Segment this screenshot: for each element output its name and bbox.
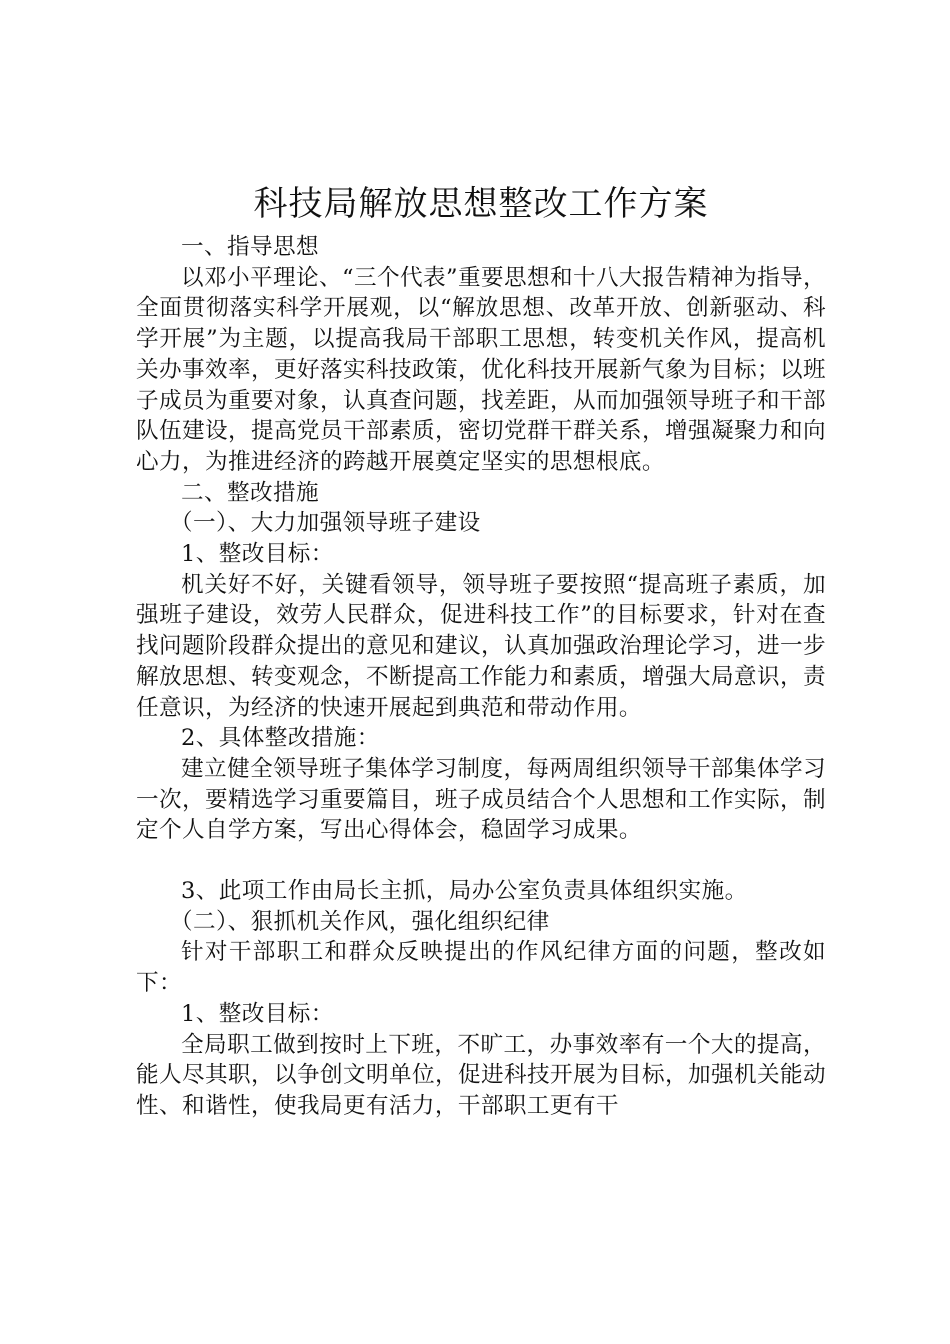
- paragraph-study-system: 建立健全领导班子集体学习制度，每两周组织领导干部集体学习一次，要精选学习重要篇目，班子成员结合个人思想和工作实际，制定个人自学方案，写出心得体会，稳固学习成果。: [136, 755, 826, 844]
- blank-line: [136, 846, 826, 876]
- item-rectification-goal-2: 1、整改目标：: [181, 1000, 334, 1027]
- subheading-work-style: （二）、狠抓机关作风，强化组织纪律: [170, 908, 550, 935]
- item-rectification-goal-1: 1、整改目标：: [181, 541, 334, 568]
- document-page: [136, 178, 826, 1122]
- document-title: 科技局解放思想整改工作方案: [253, 184, 709, 224]
- heading-guiding-ideology: 一、指导思想: [181, 234, 319, 260]
- paragraph-work-style-intro: 针对干部职工和群众反映提出的作风纪律方面的问题，整改如下：: [136, 939, 826, 997]
- paragraph-leadership-goal: 机关好不好，关键看领导，领导班子要按照“提高班子素质，加强班子建设，效劳人民群众，促进科技工作”的目标要求，针对在查找问题阶段群众提出的意见和建议，认真加强政治理论学习，进一步解放思想、转变观念，不断提高工作能力和素质，增强大局意识，责任意识，为经济的快速开展起到典范和带动作用。: [136, 571, 826, 721]
- item-specific-measures: 2、具体整改措施：: [181, 725, 380, 752]
- paragraph-staff-goal: 全局职工做到按时上下班，不旷工，办事效率有一个大的提高，能人尽其职，以争创文明单位，促进科技开展为目标，加强机关能动性、和谐性，使我局更有活力，干部职工更有干: [136, 1031, 826, 1119]
- heading-rectification-measures: 二、整改措施: [181, 479, 319, 506]
- subheading-leadership-building: （一）、大力加强领导班子建设: [170, 510, 481, 537]
- paragraph-guiding-ideology: 以邓小平理论、“三个代表”重要思想和十八大报告精神为指导，全面贯彻落实科学开展观，以“解放思想、改革开放、创新驱动、科学开展”为主题，以提高我局干部职工思想，转变机关作风，提高机关办事效率，更好落实科技政策，优化科技开展新气象为目标；以班子成员为重要对象，认真查问题，找差距，从而加强领导班子和干部队伍建设，提高党员干部素质，密切党群干群关系，增强凝聚力和向心力，为推进经济的跨越开展奠定坚实的思想根底。: [136, 264, 826, 475]
- item-responsibility: 3、此项工作由局长主抓，局办公室负责具体组织实施。: [181, 878, 748, 905]
